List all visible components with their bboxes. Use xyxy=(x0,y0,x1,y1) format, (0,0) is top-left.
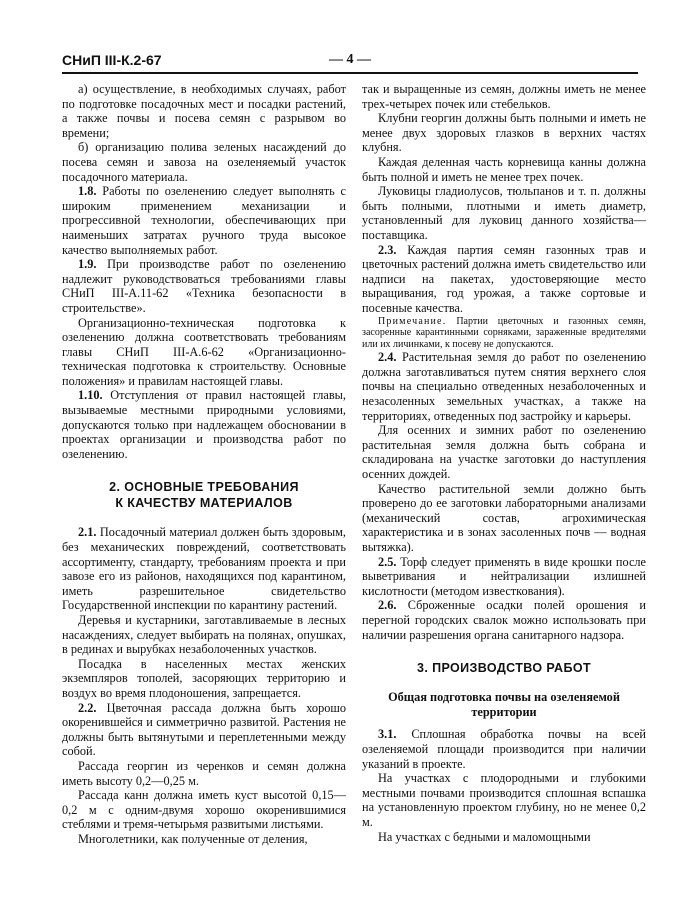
paragraph xyxy=(62,388,346,461)
subsection-heading-line: Общая подготовка почвы на озеленяемой xyxy=(388,690,620,705)
page-header xyxy=(62,52,638,74)
paragraph: б) организацию полива зеленых насаждений до посева семян и завоза на озеленяемый участок посадочного материала. xyxy=(62,140,346,184)
paragraph: Многолетники, как полученные от деления, xyxy=(78,831,308,846)
paragraph: Луковицы гладиолусов, тюльпанов и т. п. должны быть полными, плотными и иметь диаметр, установленный для луковиц данного хозяйства—поставщика. xyxy=(362,184,646,242)
section-heading xyxy=(62,479,346,511)
clause-number: 1.9. xyxy=(78,257,97,272)
clause-number: 2.4. xyxy=(378,350,397,365)
section-heading: 3. ПРОИЗВОДСТВО РАБОТ xyxy=(416,661,592,676)
paragraph: а) осуществление, в необходимых случаях, работ по подготовке посадочных мест и посадки растений, а также почвы и посева семян с разрывом во времени; xyxy=(62,82,346,140)
note-text: Партии цветочных и газонных семян, засоренные карантинными сорняками, зараженные вредителями или их личинками, к посеву не допускаются. xyxy=(362,315,647,350)
clause-number: 2.2. xyxy=(78,700,97,715)
note xyxy=(362,316,646,351)
paragraph: На участках с бедными и маломощными xyxy=(378,829,591,844)
left-column xyxy=(62,82,346,847)
paragraph xyxy=(362,350,646,423)
clause-text: Каждая партия семян газонных трав и цветочных растений должна иметь свидетельство или надписи на пакетах, удостоверяющие место выращивания, год урожая, а также сортовые и посевные качества. xyxy=(362,242,646,315)
clause-number: 1.8. xyxy=(78,184,97,199)
paragraph: Рассада георгин из черенков и семян должна иметь высоту 0,2—0,25 м. xyxy=(62,758,346,788)
paragraph xyxy=(362,598,646,642)
clause-text: Сплошная обработка почвы на всей озеленяемой площади производится при наличии указаний в проекте. xyxy=(362,727,646,771)
clause-number: 2.6. xyxy=(378,598,397,613)
clause-number: 2.5. xyxy=(378,554,397,569)
clause-text: Сброженные осадки полей орошения и перегной городских свалок можно использовать при наличии разрешения органа санитарного надзора. xyxy=(362,598,647,642)
right-column xyxy=(362,82,646,844)
paragraph xyxy=(62,257,346,315)
note-label: Примечание. xyxy=(378,315,447,327)
paragraph xyxy=(362,727,646,771)
section-heading-line: К КАЧЕСТВУ МАТЕРИАЛОВ xyxy=(115,496,293,511)
clause-text: Растительная земля до работ по озеленению должна заготавливаться путем снятия верхнего слоя почвы на специально отведенных незаболоченных и незасоленных земельных участках, а также на территориях, отведенных под застройку и карьеры. xyxy=(362,350,646,423)
section-heading-line: 2. ОСНОВНЫЕ ТРЕБОВАНИЯ xyxy=(109,480,299,495)
clause-text: Работы по озеленению следует выполнять с широким применением механизации и прогрессивной технологии, обеспечивающих при наименьших затратах ручного труда высокое качество выполняемых работ. xyxy=(62,184,346,257)
clause-number: 1.10. xyxy=(78,388,103,403)
paragraph: Деревья и кустарники, заготавливаемые в лесных насаждениях, следует выбирать на полянах, опушках, в рединах и вырубках незаболоченных участков. xyxy=(62,613,346,657)
paragraph: Организационно-техническая подготовка к озеленению должна соответствовать требованиям главы СНиП III-А.6-62 «Организационно-техническая подготовка к строительству. Основные положения» и правилам настоящей главы. xyxy=(62,315,346,388)
header-rule xyxy=(62,72,638,74)
clause-text: Отступления от правил настоящей главы, вызываемые местными природными условиями, допускаются только при надлежащем обосновании в проектах организации и производства работ по озеленению. xyxy=(62,388,346,461)
paragraph xyxy=(362,555,646,599)
paragraph: Клубни георгин должны быть полными и иметь не менее двух здоровых глазков в верхних частях клубня. xyxy=(362,111,646,155)
paragraph: Качество растительной земли должно быть проверено до ее заготовки лабораторными анализами (механический состав, агрохимическая характеристика и в зонах засоленных почв — водная вытяжка). xyxy=(362,481,646,554)
paragraph xyxy=(62,184,346,257)
paragraph: Каждая деленная часть корневища канны должна быть полной и иметь не менее трех почек. xyxy=(362,154,646,184)
subsection-heading-line: территории xyxy=(471,704,537,719)
paragraph xyxy=(362,243,646,316)
clause-text: Посадочный материал должен быть здоровым, без механических повреждений, соответствовать ассортименту, стандарту, требованиям проекта и при завозе его из районов, находящихся под карантином, иметь разрешительное свидетельство Государственной инспекции по карантину растений. xyxy=(62,525,346,613)
paragraph: Посадка в населенных местах женских экземпляров тополей, засоряющих территорию и воздух во время плодоношения, запрещается. xyxy=(62,656,346,700)
clause-text: Торф следует применять в виде крошки после выветривания и нейтрализации излишней кислотности (методом известкования). xyxy=(362,554,646,598)
paragraph: Рассада канн должна иметь куст высотой 0,15—0,2 м с одним-двумя хорошо окоренившимися стеблями и тремя-четырьмя развитыми листьями. xyxy=(62,788,346,832)
document-code: СНиП III-К.2-67 xyxy=(62,52,162,68)
clause-number: 2.3. xyxy=(378,242,397,257)
page-number: — 4 — xyxy=(329,52,371,67)
subsection-heading xyxy=(362,690,646,719)
clause-text: Цветочная рассада должна быть хорошо окоренившейся и симметрично развитой. Растения не должны быть вытянутыми и переплетенными между собой. xyxy=(62,700,346,759)
clause-text: При производстве работ по озеленению надлежит руководствоваться требованиями главы СНиП III-А.11-62 «Техника безопасности в строительстве». xyxy=(62,257,346,315)
clause-number: 2.1. xyxy=(78,525,97,540)
paragraph: На участках с плодородными и глубокими местными почвами производится сплошная вспашка на установленную проектом глубину, но не менее 0,2 м. xyxy=(362,771,646,829)
paragraph xyxy=(62,525,346,613)
paragraph xyxy=(62,701,346,759)
paragraph: так и выращенные из семян, должны иметь не менее трех-четырех почек или стебельков. xyxy=(362,82,646,111)
paragraph: Для осенних и зимних работ по озеленению растительная земля должна быть собрана и складирована на участке заготовки до наступления осенних дождей. xyxy=(362,423,646,482)
clause-number: 3.1. xyxy=(378,727,397,742)
